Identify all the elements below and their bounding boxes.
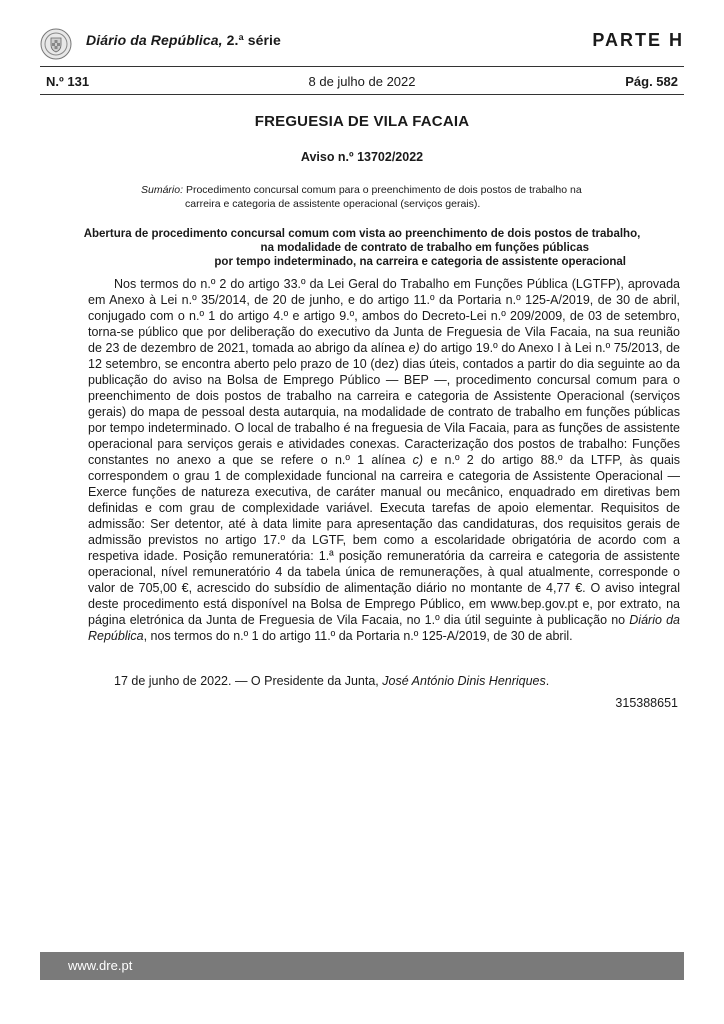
- heading-line-3: por tempo indeterminado, na carreira e categoria de assistente operacional: [214, 256, 626, 268]
- publication-title: [86, 32, 281, 48]
- notice-title: Aviso n.º 13702/2022: [300, 150, 424, 164]
- part-label: PARTE H: [592, 30, 684, 50]
- meta-divider: [40, 94, 684, 95]
- notice-body: [88, 276, 680, 644]
- signature-line: [114, 674, 549, 688]
- summary: [141, 183, 624, 211]
- document-code: 315388651: [615, 696, 678, 710]
- signature-end: .: [545, 674, 550, 688]
- page-number: Pág. 582: [625, 74, 678, 89]
- issue-date: 8 de julho de 2022: [308, 74, 416, 89]
- body-text-part-f: , nos termos do n.º 1 do artigo 11.º da Portaria n.º 125-A/2019, de 30 de abril.: [143, 629, 573, 643]
- organization-name: FREGUESIA DE VILA FACAIA: [254, 113, 470, 130]
- summary-label: Sumário:: [141, 184, 184, 196]
- body-text-alinea-c: c): [412, 453, 424, 467]
- publication-name: Diário da República,: [86, 32, 223, 48]
- body-paragraph: [88, 276, 680, 644]
- republic-coat-of-arms-icon: [40, 28, 72, 60]
- summary-line-2: carreira e categoria de assistente operacional (serviços gerais).: [185, 198, 481, 210]
- signature-text: 17 de junho de 2022. — O Presidente da Junta,: [114, 674, 383, 688]
- signer-name: José António Dinis Henriques: [382, 674, 546, 688]
- issue-meta-row: [40, 74, 684, 94]
- header-divider: [40, 66, 684, 67]
- body-text-part-a: Nos termos do n.º 2 do artigo 33.º da Lei Geral do Trabalho em Funções Pública (LGTFP), aprovada em Anexo à Lei n.º 35/2014, de 20 de junho, e do artigo 11.º da Portaria n.º 125-A/2019, de 30 de abril, conjugado com o n.º 1 do artigo 4.º e artigo 9.º, ambos do Decreto-Lei n.º 209/2009, de 03 de setembro, torna-se público que por deliberação do executivo da Junta de Freguesia de Vila Facaia, na sua reunião de 23 de dezembro de 2021, tomada ao abrigo da alínea: [88, 277, 680, 355]
- body-text-part-b: do artigo 19.º do Anexo I à Lei n.º 75/2013, de 12 setembro, se encontra aberto pelo prazo de 10 (dez) dias úteis, contados a partir do dia seguinte ao da publicação do aviso na Bolsa de Emprego Público — BEP —, procedimento concursal comum para o preenchimento de dois postos de trabalho na carreira e categoria de Assistente Operacional (serviços gerais) do mapa de pessoal desta autarquia, na modalidade de contrato de trabalho em funções públicas por tempo indeterminado. O local de trabalho é na freguesia de Vila Facaia, para as funções de assistente operacional para serviços gerais e atividades conexas. Caracterização dos postos de trabalho: Funções constantes no anexo a que se refere o n.º 1 alínea: [88, 341, 680, 467]
- notice-heading: [40, 227, 684, 269]
- body-text-diario-ref: Diário da República: [88, 613, 680, 643]
- heading-line-1: Abertura de procedimento concursal comum com vista ao preenchimento de dois postos de trabalho,: [83, 228, 641, 240]
- page-header: [40, 26, 684, 62]
- body-text-alinea-e: e): [408, 341, 420, 355]
- summary-line-1: Procedimento concursal comum para o preenchimento de dois postos de trabalho na: [185, 184, 582, 196]
- footer-url-link[interactable]: www.dre.pt: [68, 958, 133, 973]
- issue-number: N.º 131: [46, 74, 90, 89]
- heading-line-2: na modalidade de contrato de trabalho em funções públicas: [260, 242, 589, 254]
- body-text-part-d: e n.º 2 do artigo 88.º da LTFP, às quais correspondem o grau 1 de complexidade funcional na carreira e categoria de Assistente Operacional — Exerce funções de natureza executiva, de caráter manual ou mecânico, enquadrado em diretivas bem definidas e com grau de complexidade variável. Executa tarefas de apoio elementar. Requisitos de admissão: Ser detentor, até à data limite para apresentação das candidaturas, dos requisitos gerais de admissão previstos no artigo 17.º da LGTF, bem como a escolaridade obrigatória de acordo com a respetiva idade. Posição remuneratória: 1.ª posição remuneratória da carreira e categoria de assistente operacional, nível remuneratório 4 da tabela única de remunerações, à qual atualmente, corresponde o valor de 705,00 €, acrescido do subsídio de alimentação diário no montante de 4,77 €. O aviso integral deste procedimento está disponível na Bolsa de Emprego Público, em www.bep.gov.pt e, por extrato, na página eletrónica da Junta de Freguesia de Vila Facaia, no 1.º dia útil seguinte à publicação no: [88, 453, 680, 627]
- page-footer: [40, 952, 684, 980]
- publication-series: 2.ª série: [226, 32, 281, 48]
